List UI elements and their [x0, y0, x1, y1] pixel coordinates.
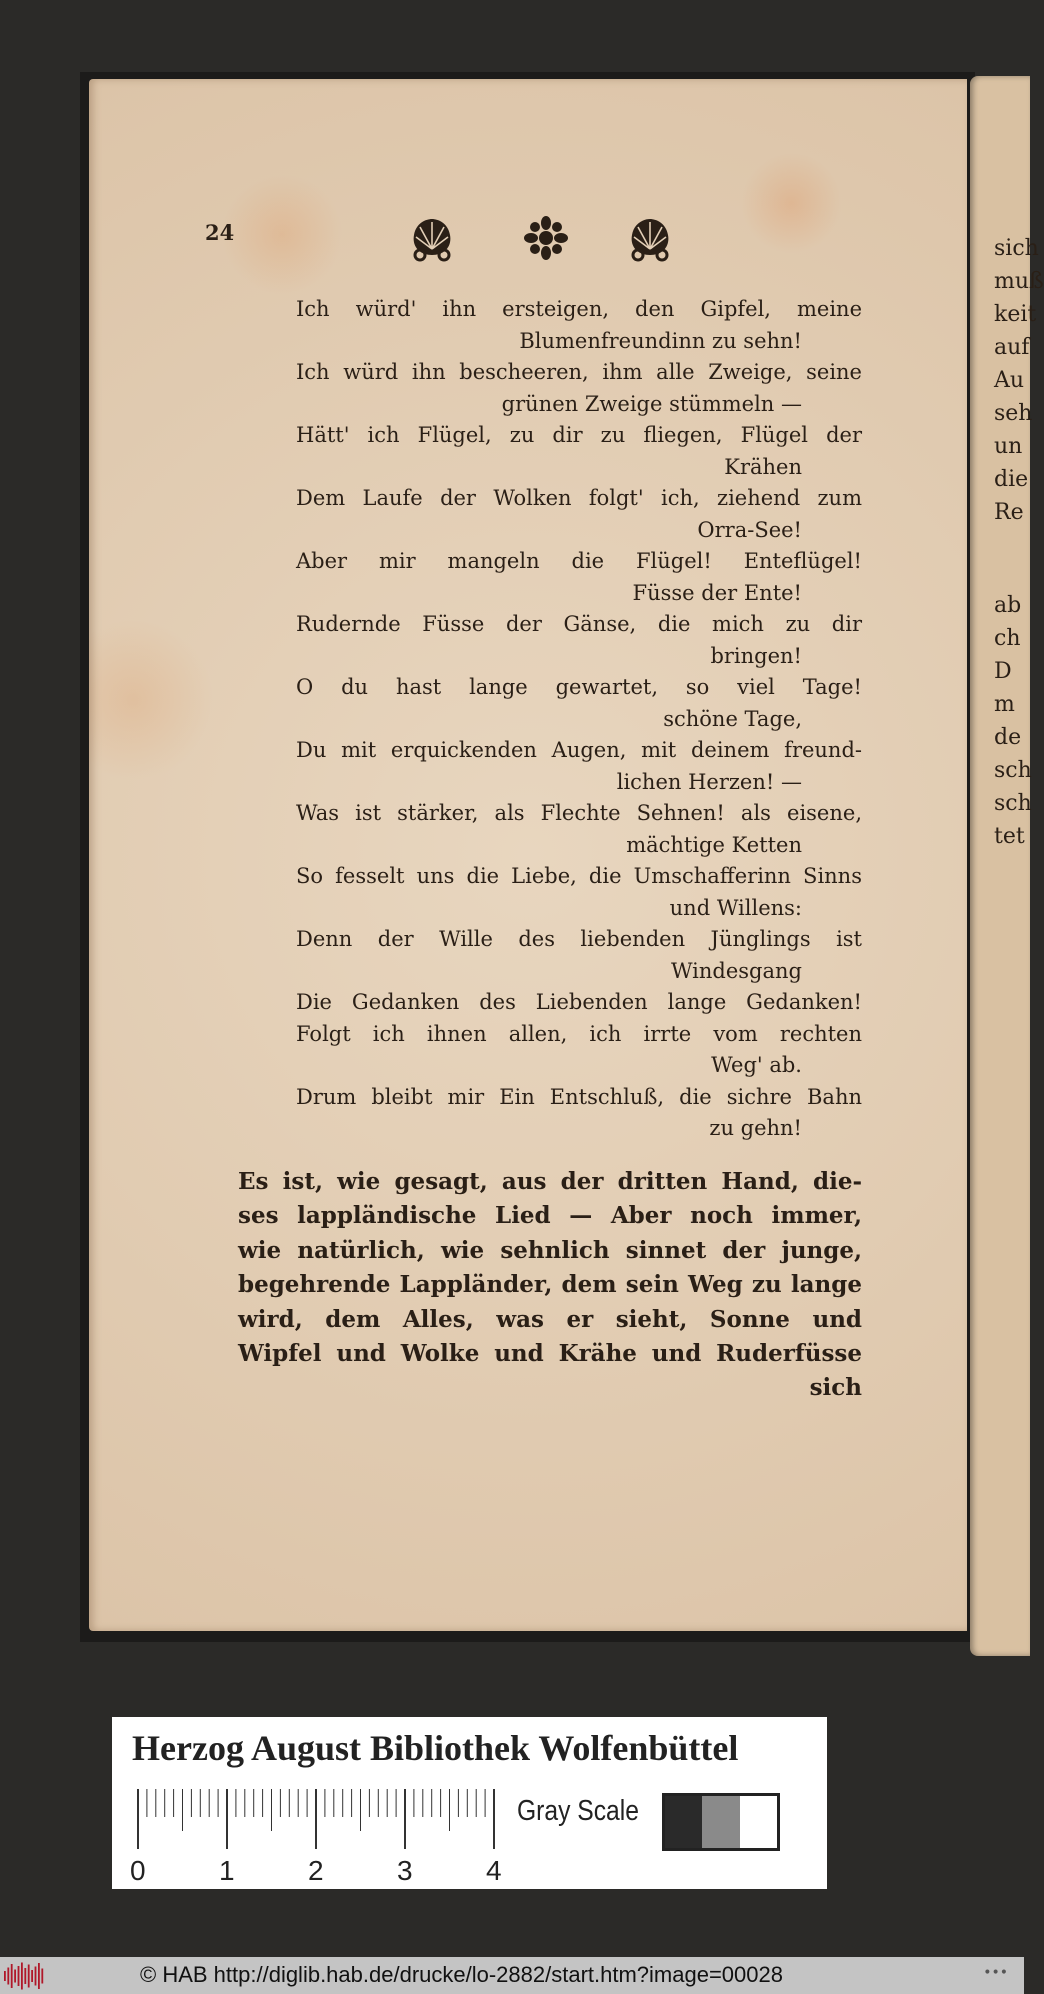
- ruler-number: 3: [397, 1855, 413, 1886]
- logo-bar: [18, 1966, 20, 1986]
- verse-line: Was ist stärker, als Flechte Sehnen! als eisene,: [296, 801, 862, 825]
- verse-line: schöne Tage,: [663, 706, 802, 731]
- next-page-text-fragment: keit: [994, 302, 1037, 327]
- next-page-text-fragment: Au: [994, 368, 1025, 393]
- next-page-text-fragment: sich: [994, 236, 1039, 261]
- verse-line: Drum bleibt mir Ein Entschluß, die sichre Bahn: [296, 1084, 862, 1109]
- next-page-text-fragment: de: [994, 725, 1022, 750]
- verse-line: Ich würd' ihn ersteigen, den Gipfel, meine: [296, 297, 862, 321]
- verse-line: und Willens:: [669, 895, 802, 920]
- gray-scale-label: Gray Scale: [517, 1795, 639, 1827]
- verse-line: Folgt ich ihnen allen, ich irrte vom rechten: [296, 1021, 862, 1046]
- next-page-text-fragment: seh: [994, 401, 1033, 426]
- verse-line: Blumenfreundinn zu sehn!: [519, 328, 802, 353]
- poem-verse: [296, 294, 862, 1145]
- color-calibration-card: [112, 1717, 827, 1889]
- page-number: 24: [205, 220, 235, 245]
- ruler-number: 0: [130, 1855, 146, 1886]
- menu-dots-icon[interactable]: •••: [983, 1965, 1008, 1981]
- prose-line: Es ist, wie gesagt, aus der dritten Hand, die-: [238, 1168, 862, 1195]
- verse-line: zu gehn!: [709, 1116, 802, 1140]
- next-page-text-fragment: m: [994, 692, 1015, 717]
- logo-bar: [41, 1969, 43, 1984]
- next-page-text-fragment: D: [994, 659, 1012, 684]
- verse-line: Weg' ab.: [711, 1053, 802, 1077]
- ruler-number: 1: [219, 1855, 235, 1886]
- verse-line: So fesselt uns die Liebe, die Umschafferinn Sinns: [296, 864, 862, 888]
- ruler-number: 4: [486, 1855, 502, 1886]
- logo-bar: [21, 1963, 23, 1990]
- verse-line: Ich würd ihn bescheeren, ihm alle Zweige, seine: [296, 360, 862, 384]
- gray-swatch: [740, 1796, 777, 1848]
- verse-line: bringen!: [710, 643, 802, 668]
- verse-line: Windesgang: [670, 958, 802, 983]
- verse-line: Die Gedanken des Liebenden lange Gedanken!: [296, 990, 862, 1014]
- hab-logo-icon: [4, 1961, 46, 1991]
- verse-line: Aber mir mangeln die Flügel! Enteflügel!: [296, 549, 862, 573]
- logo-bar: [11, 1964, 13, 1988]
- logo-bar: [7, 1968, 9, 1985]
- verse-line: Rudernde Füsse der Gänse, die mich zu dir: [296, 612, 862, 636]
- prose-line: wird, dem Alles, was er sieht, Sonne und: [238, 1305, 862, 1333]
- palmette-ornament-icon: [626, 215, 674, 261]
- logo-bar: [24, 1968, 26, 1984]
- logo-bar: [14, 1970, 16, 1983]
- verse-line: grünen Zweige stümmeln —: [501, 391, 802, 416]
- logo-bar: [35, 1967, 37, 1986]
- logo-bar: [31, 1970, 33, 1982]
- prose-paragraph: [238, 1165, 862, 1406]
- verse-line: Füsse der Ente!: [632, 580, 802, 605]
- gray-swatch: [702, 1796, 739, 1848]
- next-page-text-fragment: ab: [994, 593, 1022, 618]
- copyright-url[interactable]: © HAB http://diglib.hab.de/drucke/lo-2882/start.htm?image=00028: [140, 1962, 783, 1987]
- verse-line: mächtige Ketten: [626, 832, 802, 857]
- flower-ornament-icon: [522, 215, 570, 261]
- library-title: Herzog August Bibliothek Wolfenbüttel: [132, 1728, 739, 1768]
- verse-line: lichen Herzen! —: [616, 769, 802, 794]
- next-page-text-fragment: auf: [994, 335, 1030, 360]
- palmette-ornament-icon: [408, 215, 456, 261]
- prose-line: begehrende Lappländer, dem sein Weg zu lange: [238, 1271, 862, 1299]
- logo-bar: [4, 1971, 6, 1981]
- logo-bar: [38, 1963, 40, 1989]
- logo-bar: [28, 1965, 30, 1988]
- next-page-text-fragment: ch: [994, 626, 1021, 651]
- next-page-text-fragment: Re: [994, 500, 1024, 525]
- verse-line: Krähen: [724, 454, 802, 479]
- verse-line: Denn der Wille des liebenden Jünglings ist: [296, 927, 862, 951]
- next-page-text-fragment: die: [994, 467, 1029, 492]
- verse-line: O du hast lange gewartet, so viel Tage!: [296, 675, 862, 699]
- next-page-text-fragment: tet: [994, 824, 1025, 849]
- gray-scale-swatches: [662, 1793, 780, 1851]
- ruler-scale: [136, 1789, 506, 1849]
- verse-line: Hätt' ich Flügel, zu dir zu fliegen, Flügel der: [296, 423, 862, 447]
- next-page-text-fragment: sch: [994, 758, 1032, 783]
- verse-line: Du mit erquickenden Augen, mit deinem freund-: [296, 738, 862, 762]
- next-page-text-fragment: sch: [994, 791, 1032, 816]
- prose-line: ses lappländische Lied — Aber noch immer,: [238, 1202, 862, 1230]
- prose-line: wie natürlich, wie sehnlich sinnet der junge,: [238, 1236, 862, 1264]
- gray-swatch: [665, 1796, 702, 1848]
- next-page-text-fragment: muß: [994, 269, 1044, 294]
- next-page-text-fragment: un: [994, 434, 1023, 459]
- ruler-number: 2: [308, 1855, 324, 1886]
- prose-line: sich: [809, 1374, 862, 1402]
- verse-line: Dem Laufe der Wolken folgt' ich, ziehend zum: [296, 486, 862, 510]
- next-page-edge: [970, 76, 1044, 1656]
- prose-line: Wipfel und Wolke und Krähe und Ruderfüsse: [238, 1339, 862, 1367]
- footer-bar: [0, 1957, 1024, 1994]
- verse-line: Orra-See!: [697, 517, 802, 542]
